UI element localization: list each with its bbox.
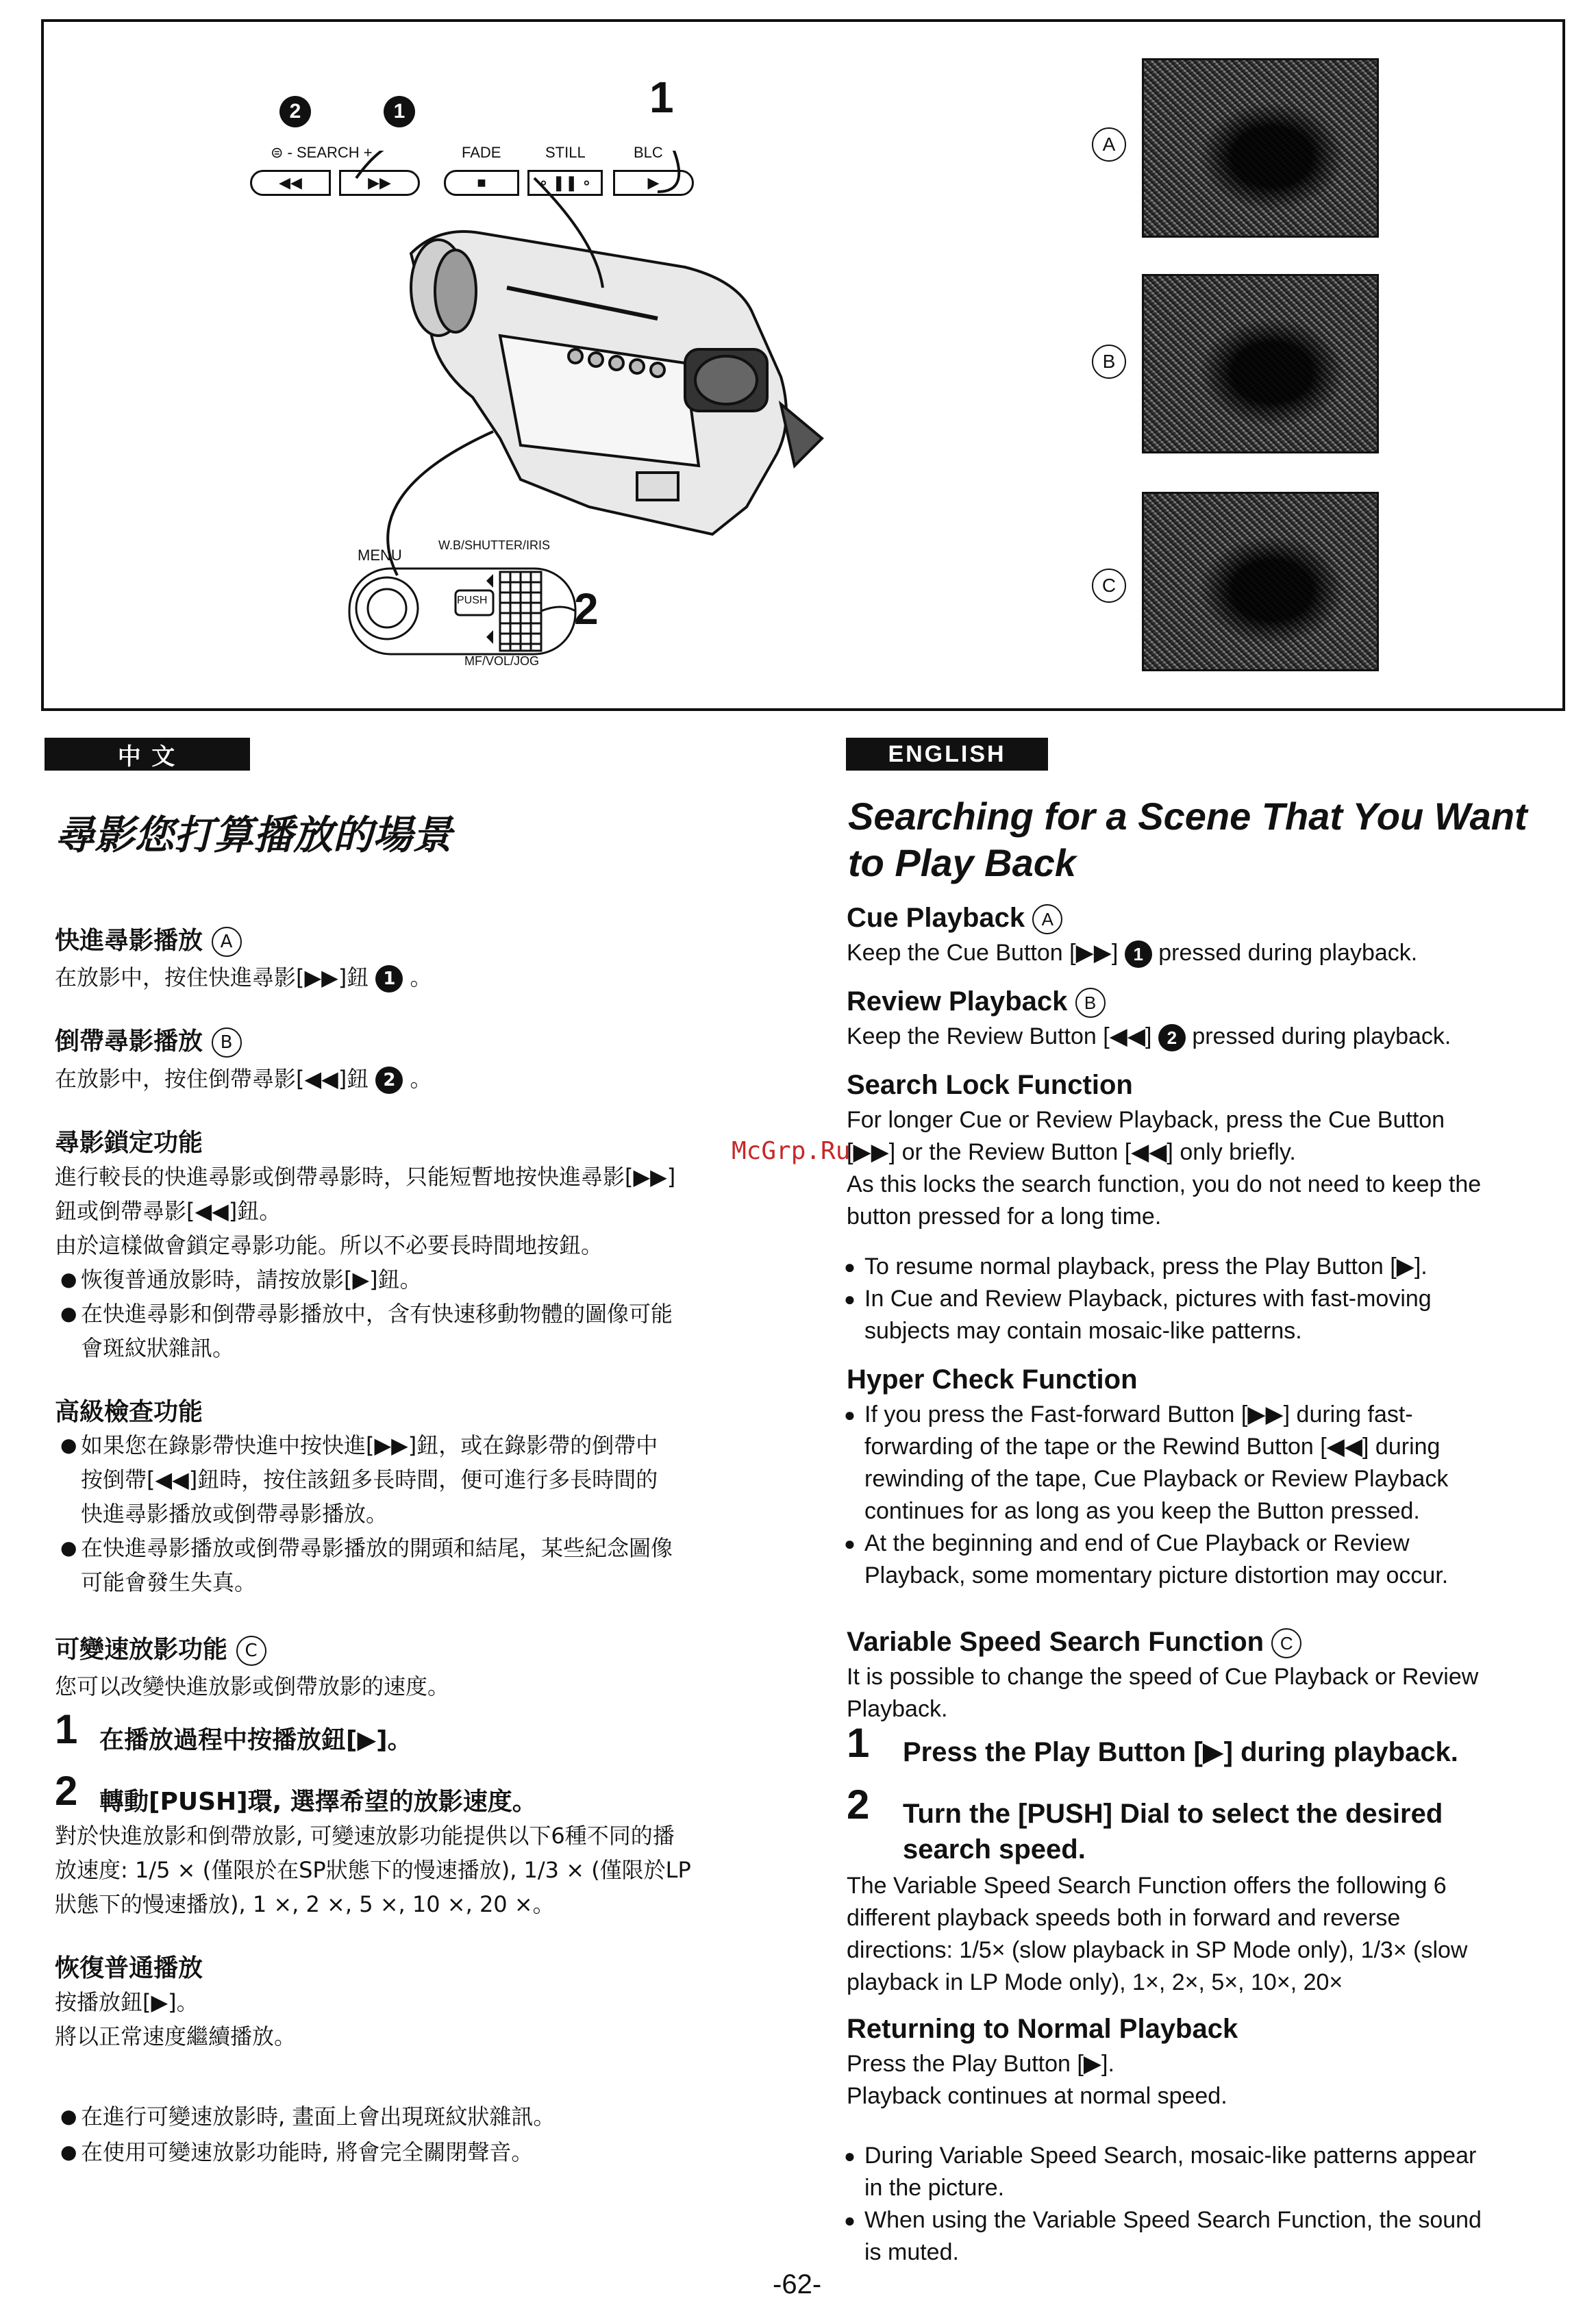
cn-variable-heading: 可變速放影功能 C	[55, 1630, 266, 1666]
en-hyper-bullet-2: ● At the beginning and end of Cue Playback or Review	[864, 1527, 1410, 1560]
en-step-2-text-2: search speed.	[903, 1834, 1086, 1865]
fade-stop-button[interactable]: ■	[444, 170, 519, 196]
menu-label: MENU	[358, 547, 402, 564]
en-cue-heading: Cue Playback A	[847, 903, 1062, 934]
en-cue-text: Keep the Cue Button [▶▶] 1 pressed during playback.	[847, 937, 1417, 969]
cn-step-2-desc-3: 狀態下的慢速播放), 1 ×, 2 ×, 5 ×, 10 ×, 20 ×。	[55, 1891, 555, 1917]
en-variable-heading: Variable Speed Search Function C	[847, 1627, 1301, 1658]
cn-lock-bullet-2-cont: 會斑紋狀雜訊。	[81, 1335, 235, 1361]
fade-label: FADE	[462, 144, 501, 161]
cue-playback-photo	[1142, 58, 1379, 238]
en-lock-bullet-1: ● To resume normal playback, press the Play Button [▶].	[864, 1251, 1427, 1283]
en-step-2-desc-3: directions: 1/5× (slow playback in SP Mode only), 1/3× (slow	[847, 1937, 1468, 1963]
photo-label-a: A	[1092, 127, 1126, 162]
push-label: PUSH	[457, 595, 488, 606]
cn-variable-text: 您可以改變快進放影或倒帶放影的速度。	[55, 1673, 450, 1699]
en-hyper-heading: Hyper Check Function	[847, 1364, 1138, 1395]
cn-final-bullet-2: ● 在使用可變速放影功能時, 將會完全關閉聲音。	[81, 2135, 533, 2169]
en-lock-text-2: [▶▶] or the Review Button [◀◀] only briefly.	[847, 1139, 1296, 1165]
en-return-text-1: Press the Play Button [▶].	[847, 2051, 1114, 2077]
en-lock-text-1: For longer Cue or Review Playback, press the Cue Button	[847, 1107, 1445, 1133]
en-lock-bullet-2: ● In Cue and Review Playback, pictures with fast-moving	[864, 1283, 1432, 1315]
photo-label-c: C	[1092, 569, 1126, 603]
cn-hyper-bullet-1-line-2: 按倒帶[◀◀]鈕時，按住該鈕多長時間，便可進行多長時間的	[81, 1467, 658, 1493]
en-step-2-desc-2: different playback speeds both in forward and reverse	[847, 1905, 1401, 1931]
en-variable-text-2: Playback.	[847, 1696, 948, 1722]
callout-2-number: 2	[574, 584, 599, 634]
en-final-bullet-2: ● When using the Variable Speed Search Function, the sound	[864, 2204, 1482, 2236]
variable-speed-photo	[1142, 492, 1379, 671]
en-final-bullet-1: ● During Variable Speed Search, mosaic-like patterns appear	[864, 2140, 1476, 2172]
play-button[interactable]: ▶	[613, 170, 694, 196]
en-step-2-text-1: Turn the [PUSH] Dial to select the desired	[903, 1799, 1443, 1829]
cn-step-2-desc-1: 對於快進放影和倒帶放影, 可變速放影功能提供以下6種不同的播	[55, 1823, 675, 1849]
menu-dial-drawing	[346, 562, 579, 658]
cn-step-2-text: 轉動[PUSH]環, 選擇希望的放影速度。	[99, 1788, 537, 1816]
cn-hyper-bullet-1: ● 如果您在錄影帶快進中按快進[▶▶]鈕，或在錄影帶的倒帶中	[81, 1428, 658, 1462]
en-lock-bullet-2-cont: subjects may contain mosaic-like patterns.	[864, 1318, 1302, 1344]
page-number: -62-	[773, 2269, 822, 2299]
en-step-1-text: Press the Play Button [▶] during playback.	[903, 1737, 1458, 1767]
cn-step-1-number: 1	[55, 1706, 78, 1752]
callout-2-badge: 2	[279, 96, 311, 127]
cn-hyper-bullet-2: ● 在快進尋影播放或倒帶尋影播放的開頭和結尾，某些紀念圖像	[81, 1531, 673, 1565]
review-playback-photo	[1142, 274, 1379, 453]
search-label: ⊜ - SEARCH +	[271, 144, 373, 161]
mf-vol-jog-label: MF/VOL/JOG	[464, 654, 540, 668]
still-label: STILL	[545, 144, 586, 161]
en-hyper-bullet-1-line-4: continues for as long as you keep the Button pressed.	[864, 1498, 1420, 1524]
still-pause-button[interactable]: ∘ ❚❚ ∘	[527, 170, 603, 196]
cn-review-heading: 倒帶尋影播放 B	[55, 1022, 242, 1058]
english-page-title-line-2: to Play Back	[848, 841, 1077, 884]
en-variable-text-1: It is possible to change the speed of Cue Playback or Review	[847, 1664, 1479, 1690]
cn-return-text-2: 將以正常速度繼續播放。	[55, 2023, 297, 2049]
cn-lock-text-2: 鈕或倒帶尋影[◀◀]鈕。	[55, 1198, 282, 1224]
en-lock-heading: Search Lock Function	[847, 1070, 1133, 1100]
en-hyper-bullet-2-cont: Playback, some momentary picture distortion may occur.	[864, 1562, 1449, 1588]
en-final-bullet-1-cont: in the picture.	[864, 2175, 1005, 2201]
photo-label-b: B	[1092, 345, 1126, 379]
en-final-bullet-2-cont: is muted.	[864, 2239, 959, 2265]
cn-lock-heading: 尋影鎖定功能	[55, 1129, 203, 1157]
cn-review-text: 在放影中，按住倒帶尋影[◀◀]鈕 2 。	[55, 1062, 432, 1096]
en-step-2-number: 2	[847, 1782, 870, 1828]
cn-lock-text-1: 進行較長的快進尋影或倒帶尋影時，只能短暫地按快進尋影[▶▶]	[55, 1164, 676, 1190]
blc-label: BLC	[634, 144, 663, 161]
cn-final-bullet-1: ● 在進行可變速放影時, 畫面上會出現斑紋狀雜訊。	[81, 2099, 555, 2134]
english-section-header: ENGLISH	[846, 738, 1048, 771]
cn-return-heading: 恢復普通播放	[55, 1954, 203, 1982]
cn-step-1-text: 在播放過程中按播放鈕[▶]。	[99, 1726, 412, 1754]
en-hyper-bullet-1-line-3: rewinding of the tape, Cue Playback or Review Playback	[864, 1466, 1449, 1492]
callout-1-number: 1	[649, 73, 674, 122]
cn-lock-text-3: 由於這樣做會鎖定尋影功能。所以不必要長時間地按鈕。	[55, 1232, 603, 1258]
cn-hyper-bullet-2-cont: 可能會發生失真。	[81, 1569, 257, 1595]
en-return-text-2: Playback continues at normal speed.	[847, 2083, 1227, 2109]
cn-step-2-number: 2	[55, 1768, 78, 1814]
cn-step-2-desc-2: 放速度: 1/5 × (僅限於在SP狀態下的慢速播放), 1/3 × (僅限於LP	[55, 1857, 691, 1883]
wb-shutter-iris-label: W.B/SHUTTER/IRIS	[438, 538, 551, 552]
cn-return-text-1: 按播放鈕[▶]。	[55, 1989, 199, 2015]
cn-hyper-heading: 高級檢查功能	[55, 1398, 203, 1426]
en-step-1-number: 1	[847, 1720, 870, 1766]
en-step-2-desc-1: The Variable Speed Search Function offers the following 6	[847, 1873, 1447, 1899]
en-review-heading: Review Playback B	[847, 986, 1106, 1018]
en-return-heading: Returning to Normal Playback	[847, 2014, 1238, 2044]
en-lock-text-4: button pressed for a long time.	[847, 1204, 1162, 1230]
english-page-title-line-1: Searching for a Scene That You Want	[848, 795, 1528, 838]
cn-lock-bullet-2: ● 在快進尋影和倒帶尋影播放中，含有快速移動物體的圖像可能	[81, 1297, 673, 1331]
callout-1-badge: 1	[384, 96, 415, 127]
cn-hyper-bullet-1-line-3: 快進尋影播放或倒帶尋影播放。	[81, 1501, 388, 1527]
ff-search-button[interactable]: ▶▶	[339, 170, 420, 196]
cn-lock-bullet-1: ● 恢復普通放影時，請按放影[▶]鈕。	[81, 1262, 422, 1297]
en-step-2-desc-4: playback in LP Mode only), 1×, 2×, 5×, 10×, 20×	[847, 1969, 1343, 1995]
watermark: McGrp.Ru	[732, 1137, 851, 1165]
en-review-text: Keep the Review Button [◀◀] 2 pressed during playback.	[847, 1021, 1451, 1053]
rewind-search-button[interactable]: ◀◀	[250, 170, 331, 196]
en-hyper-bullet-1-line-2: forwarding of the tape or the Rewind Button [◀◀] during	[864, 1434, 1441, 1460]
en-hyper-bullet-1: ● If you press the Fast-forward Button [▶▶] during fast-	[864, 1399, 1413, 1431]
cn-cue-heading: 快進尋影播放 A	[55, 921, 242, 957]
en-lock-text-3: As this locks the search function, you do not need to keep the	[847, 1171, 1482, 1197]
chinese-page-title: 尋影您打算播放的場景	[55, 812, 453, 858]
chinese-section-header: 中 文	[45, 738, 250, 771]
cn-cue-text: 在放影中，按住快進尋影[▶▶]鈕 1 。	[55, 960, 432, 995]
